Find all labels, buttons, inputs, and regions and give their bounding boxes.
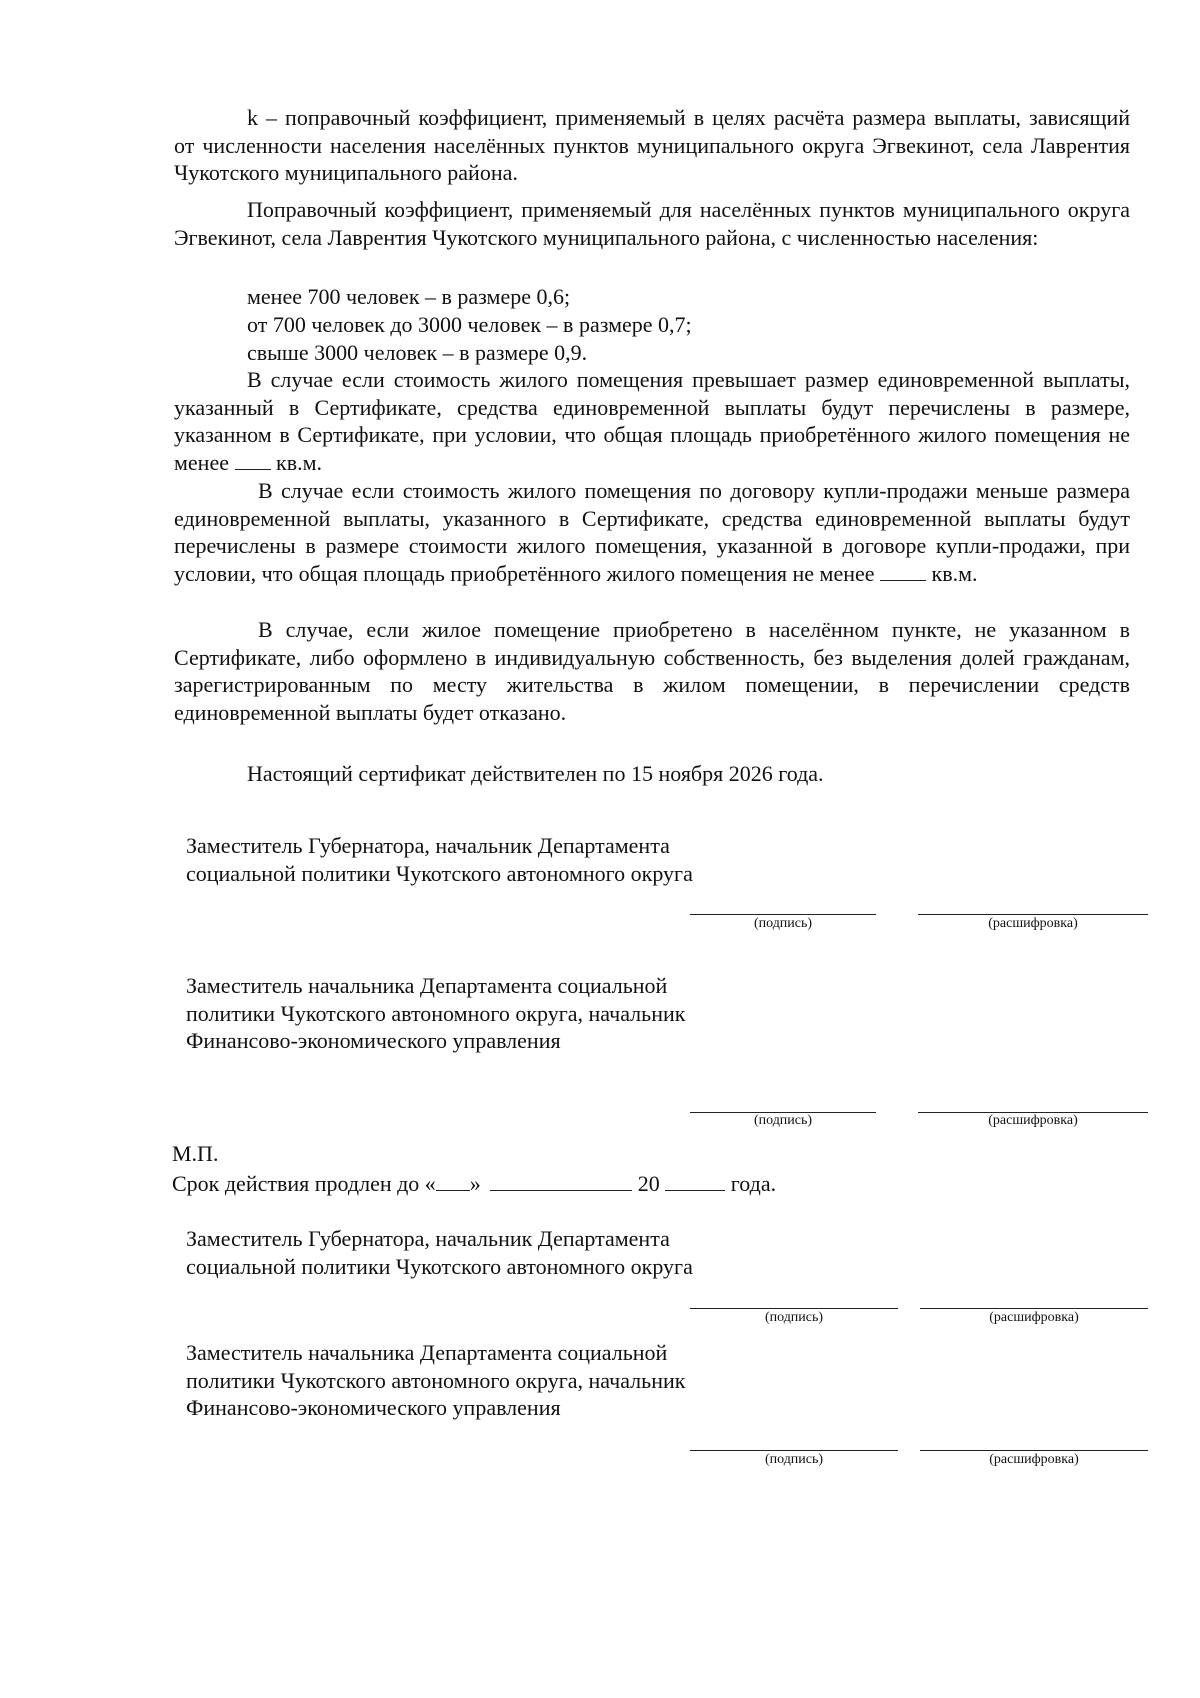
transcript-caption: (расшифровка)	[988, 1113, 1078, 1128]
transcript-line	[918, 914, 1148, 915]
exceeds-case-paragraph	[174, 366, 1130, 476]
signature-caption: (подпись)	[753, 1113, 813, 1128]
area-unit: кв.м.	[276, 449, 322, 475]
area-unit: кв.м.	[931, 560, 978, 586]
area-blank-field	[880, 562, 926, 581]
k-definition-paragraph: k – поправочный коэффициент, применяемый в целях расчёта размера выплаты, зависящий от численности населения населённых пунктов муниципального округа Эгвекинот, села Лаврентия Чукотского муниципального района.	[174, 105, 1130, 185]
extension-line	[172, 1170, 776, 1198]
extension-quote-close: »	[469, 1171, 481, 1196]
year-blank-field	[665, 1172, 725, 1191]
transcript-caption: (расшифровка)	[989, 1452, 1079, 1467]
signature-caption: (подпись)	[764, 1310, 824, 1325]
day-blank-field	[436, 1172, 470, 1191]
coefficient-item: свыше 3000 человек – в размере 0,9.	[247, 340, 588, 365]
area-blank-field	[235, 451, 271, 470]
signature-caption: (подпись)	[753, 916, 813, 931]
exceeds-case-text: В случае если стоимость жилого помещения превышает размер единовременной выплаты, указанный в Сертификате, средства единовременной выплаты будут перечислены в размере, указанном в Сертификате, при условии, что общая площадь приобретённого жилого помещения не менее	[174, 367, 1130, 475]
signature-line	[690, 1450, 898, 1451]
coefficient-intro-paragraph: Поправочный коэффициент, применяемый для населённых пунктов муниципального округа Эгвекинот, села Лаврентия Чукотского муниципального района, с численностью населения:	[174, 197, 1130, 250]
signature-line	[690, 1308, 898, 1309]
stamp-place: М.П.	[172, 1141, 219, 1166]
signer-deputy-head: Заместитель начальника Департамента социальной политики Чукотского автономного округа, начальник Финансово-экономического управления	[186, 973, 686, 1053]
less-case-text: В случае если стоимость жилого помещения по договору купли-продажи меньше размера единовременной выплаты, указанного в Сертификате, средства единовременной выплаты будут перечислены в размере стоимости жилого помещения, указанной в договоре купли-продажи, при условии, что общая площадь приобретённого жилого помещения не менее	[174, 478, 1130, 586]
extension-prefix: Срок действия продлен до «	[172, 1171, 436, 1196]
extension-year-prefix: 20	[637, 1171, 660, 1196]
month-blank-field	[490, 1172, 632, 1191]
signer-deputy-governor: Заместитель Губернатора, начальник Департамента социальной политики Чукотского автономного округа	[186, 833, 693, 886]
validity-statement: Настоящий сертификат действителен по 15 ноября 2026 года.	[247, 761, 824, 786]
transcript-caption: (расшифровка)	[989, 1310, 1079, 1325]
less-case-paragraph	[174, 477, 1130, 587]
transcript-line	[920, 1450, 1148, 1451]
signer-deputy-governor-ext: Заместитель Губернатора, начальник Департамента социальной политики Чукотского автономного округа	[186, 1226, 693, 1279]
transcript-caption: (расшифровка)	[988, 916, 1078, 931]
signature-line	[690, 914, 876, 915]
extension-suffix: года.	[730, 1171, 777, 1196]
coefficient-item: от 700 человек до 3000 человек – в размере 0,7;	[247, 312, 692, 337]
signer-deputy-head-ext: Заместитель начальника Департамента социальной политики Чукотского автономного округа, начальник Финансово-экономического управления	[186, 1340, 686, 1420]
coefficient-item: менее 700 человек – в размере 0,6;	[247, 284, 571, 309]
transcript-line	[920, 1308, 1148, 1309]
signature-caption: (подпись)	[764, 1452, 824, 1467]
refusal-case-paragraph: В случае, если жилое помещение приобретено в населённом пункте, не указанном в Сертификате, либо оформлено в индивидуальную собственность, без выделения долей гражданам, зарегистрированным по месту жительства в жилом помещении, в перечислении средств единовременной выплаты будет отказано.	[174, 617, 1130, 725]
